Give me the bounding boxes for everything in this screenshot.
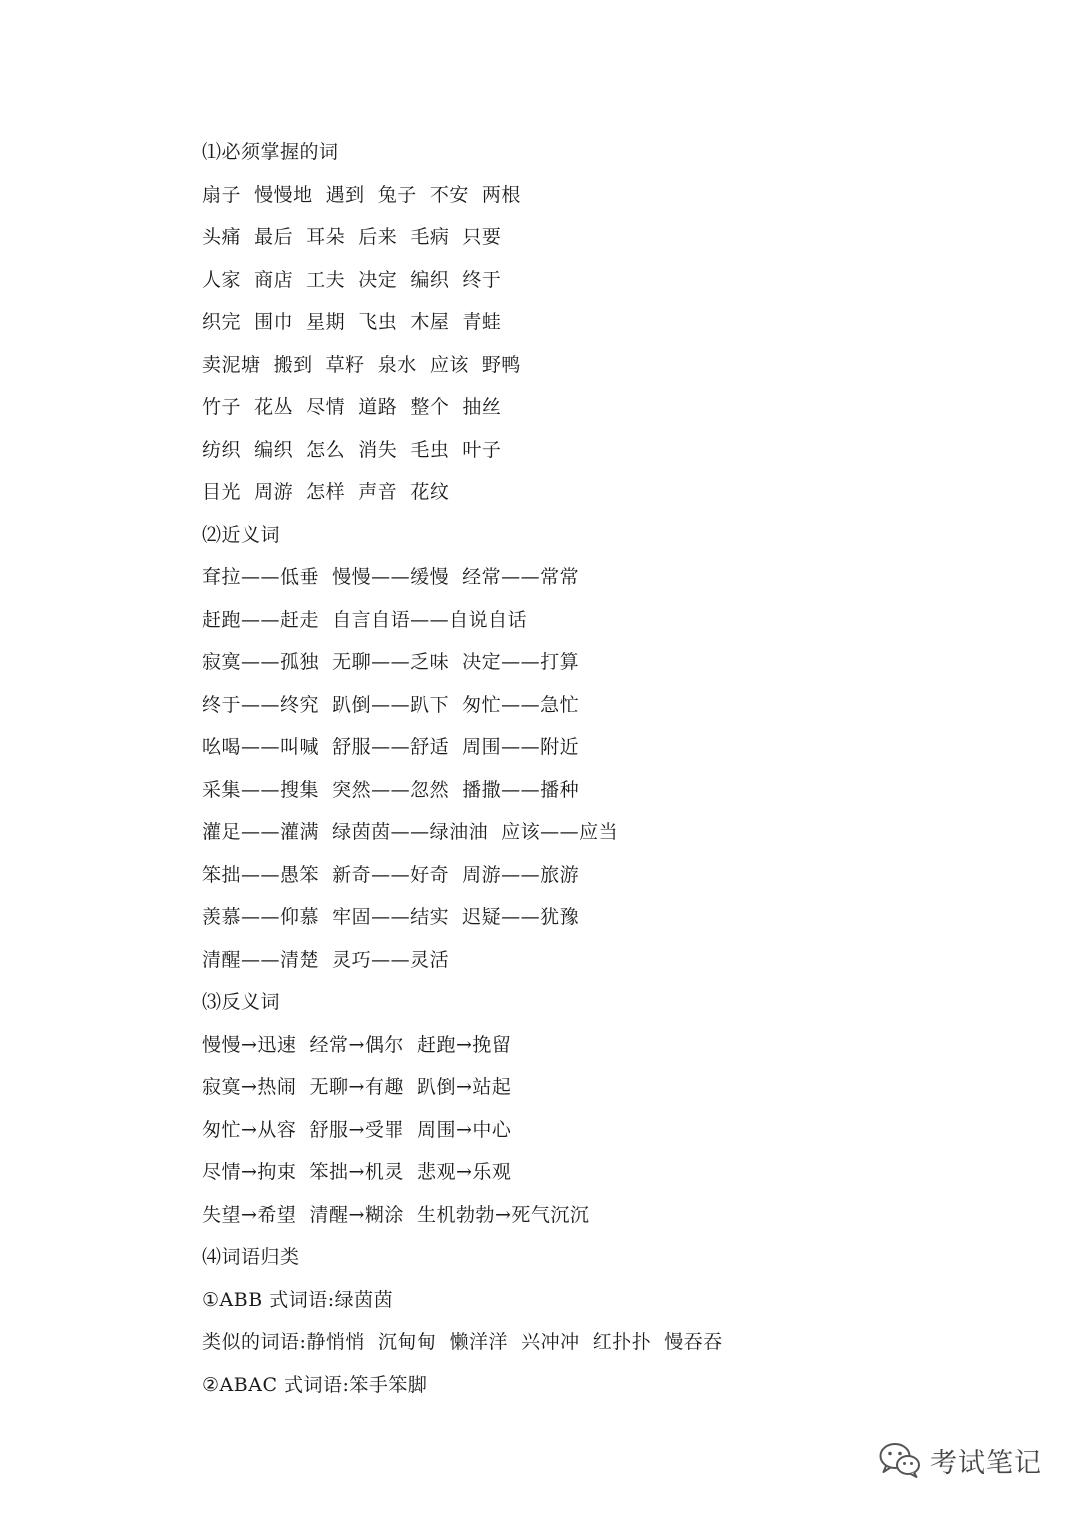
synonym-line: 耷拉——低垂 慢慢——缓慢 经常——常常 bbox=[202, 566, 580, 588]
classification-line: 类似的词语:静悄悄 沉甸甸 懒洋洋 兴冲冲 红扑扑 慢吞吞 bbox=[202, 1331, 723, 1353]
section-heading-must-master: ⑴必须掌握的词 bbox=[202, 141, 339, 163]
synonym-line: 清醒——清楚 灵巧——灵活 bbox=[202, 948, 450, 971]
wechat-icon bbox=[878, 1441, 922, 1479]
word-list-line: 竹子 花丛 尽情 道路 整个 抽丝 bbox=[202, 396, 502, 418]
synonym-line: 灌足——灌满 绿茵茵——绿油油 应该——应当 bbox=[202, 821, 619, 843]
classification-line: ②ABAC 式词语:笨手笨脚 bbox=[202, 1373, 428, 1396]
synonym-line: 终于——终究 趴倒——趴下 匆忙——急忙 bbox=[202, 693, 580, 716]
section-heading-antonyms: ⑶反义词 bbox=[202, 991, 281, 1013]
section-heading-synonyms: ⑵近义词 bbox=[202, 523, 281, 546]
watermark-text: 考试笔记 bbox=[930, 1447, 1042, 1479]
synonym-line: 寂寞——孤独 无聊——乏味 决定——打算 bbox=[202, 651, 580, 673]
word-list-line: 头痛 最后 耳朵 后来 毛病 只要 bbox=[202, 226, 502, 248]
synonym-line: 笨拙——愚笨 新奇——好奇 周游——旅游 bbox=[202, 863, 580, 886]
synonym-line: 吆喝——叫喊 舒服——舒适 周围——附近 bbox=[202, 736, 580, 758]
watermark bbox=[878, 1437, 1042, 1483]
antonym-line: 失望→希望 清醒→糊涂 生机勃勃→死气沉沉 bbox=[202, 1203, 590, 1226]
document-body bbox=[202, 131, 1022, 1406]
word-list-line: 目光 周游 怎样 声音 花纹 bbox=[202, 481, 450, 503]
classification-line: ①ABB 式词语:绿茵茵 bbox=[202, 1288, 394, 1311]
synonym-line: 赶跑——赶走 自言自语——自说自话 bbox=[202, 608, 528, 631]
synonym-line: 羡慕——仰慕 牢固——结实 迟疑——犹豫 bbox=[202, 906, 580, 928]
word-list-line: 织完 围巾 星期 飞虫 木屋 青蛙 bbox=[202, 311, 502, 333]
word-list-line: 人家 商店 工夫 决定 编织 终于 bbox=[202, 268, 502, 291]
synonym-line: 采集——搜集 突然——忽然 播撒——播种 bbox=[202, 778, 580, 801]
antonym-line: 匆忙→从容 舒服→受罪 周围→中心 bbox=[202, 1118, 512, 1141]
word-list-line: 扇子 慢慢地 遇到 兔子 不安 两根 bbox=[202, 183, 521, 206]
word-list-line: 纺织 编织 怎么 消失 毛虫 叶子 bbox=[202, 438, 502, 461]
antonym-line: 尽情→拘束 笨拙→机灵 悲观→乐观 bbox=[202, 1161, 512, 1183]
word-list-line: 卖泥塘 搬到 草籽 泉水 应该 野鸭 bbox=[202, 353, 521, 376]
section-heading-classification: ⑷词语归类 bbox=[202, 1246, 300, 1268]
antonym-line: 慢慢→迅速 经常→偶尔 赶跑→挽留 bbox=[202, 1033, 512, 1056]
antonym-line: 寂寞→热闹 无聊→有趣 趴倒→站起 bbox=[202, 1076, 512, 1098]
